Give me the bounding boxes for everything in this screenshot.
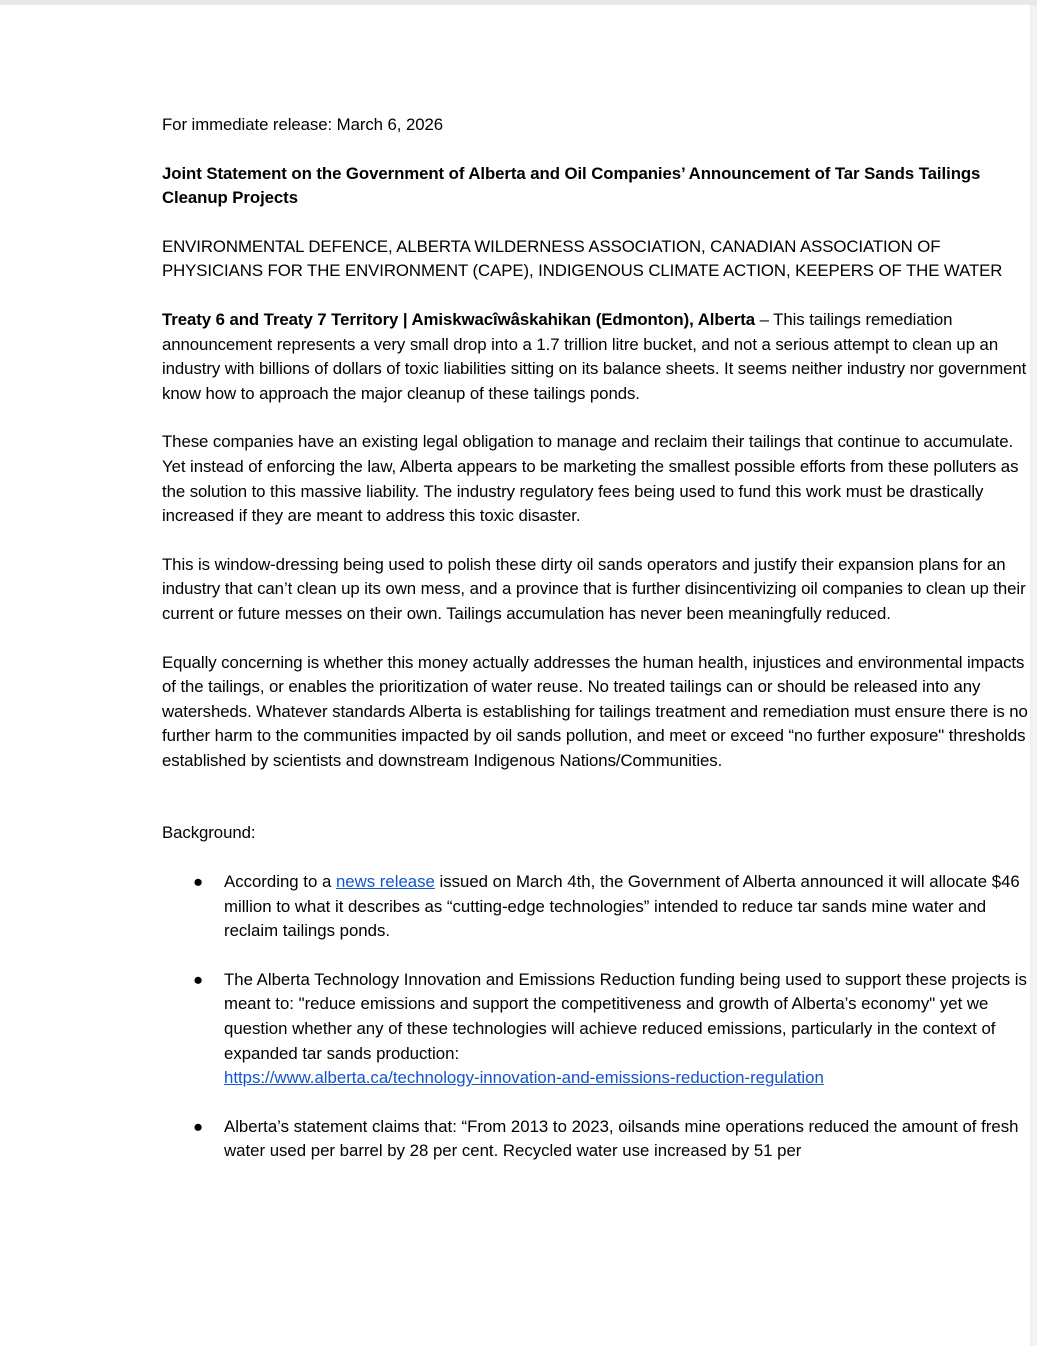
paragraph-4: Equally concerning is whether this money actually addresses the human health, injustices and environmental impacts of the tailings, or enables the prioritization of water reuse. No treated tailings can or should be released into any watersheds. Whatever standards Alberta is establishing for tailings treatment and remediation must ensure there is no further harm to the communities impacted by oil sands pollution, and meet or exceed “no further exposure" thresholds established by scientists and downstream Indigenous Nations/Communities. bbox=[162, 652, 1028, 770]
spacer bbox=[162, 284, 1037, 308]
spacer bbox=[162, 211, 1037, 235]
background-heading: Background: bbox=[162, 823, 256, 843]
alberta-regulation-url-link[interactable]: https://www.alberta.ca/technology-innovation-and-emissions-reduction-regulation bbox=[224, 1068, 824, 1088]
bullet-point-icon: ● bbox=[193, 969, 204, 989]
list-item bbox=[162, 1115, 1037, 1164]
lead-paragraph bbox=[162, 308, 1037, 406]
dateline: Treaty 6 and Treaty 7 Territory | Amiskwacîwâskahikan (Edmonton), Alberta bbox=[162, 309, 756, 329]
document-page bbox=[0, 5, 1030, 1346]
bullet-1-text-before-link: According to a bbox=[224, 872, 336, 892]
bullet-2-text: The Alberta Technology Innovation and Emissions Reduction funding being used to support these projects is meant to: "reduce emissions and support the competitiveness and growth of Alberta’s economy" yet we question whether any of these technologies will achieve reduced emissions, particularly in the context of expanded tar sands production: bbox=[224, 969, 1027, 1063]
lead-paragraph-text: – This tailings remediation announcement represents a very small drop into a 1.7 trillion litre bucket, and not a serious attempt to clean up an industry with billions of dollars of toxic liabilities sitting on its balance sheets. It seems neither industry nor government know how to approach the major cleanup of these tailings ponds. bbox=[162, 309, 1027, 403]
spacer bbox=[162, 627, 1037, 651]
spacer bbox=[162, 846, 1037, 870]
background-bullet-list bbox=[162, 870, 1037, 1164]
signatory-organizations: ENVIRONMENTAL DEFENCE, ALBERTA WILDERNESS ASSOCIATION, CANADIAN ASSOCIATION OF PHYSICIANS FOR THE ENVIRONMENT (CAPE), INDIGENOUS CLIMATE ACTION, KEEPERS OF THE WATER bbox=[162, 236, 1003, 281]
paragraph-3: This is window-dressing being used to polish these dirty oil sands operators and justify their expansion plans for an industry that can’t clean up its own mess, and a province that is further disincentivizing oil companies to clean up their current or future messes on their own. Tailings accumulation has never been meaningfully reduced. bbox=[162, 554, 1026, 623]
bullet-point-icon: ● bbox=[193, 872, 204, 892]
list-item bbox=[162, 968, 1037, 1091]
spacer bbox=[162, 773, 1037, 821]
bullet-1-text-after-link: issued on March 4th, the Government of Alberta announced it will allocate $46 million to what it describes as “cutting-edge technologies” intended to reduce tar sands mine water and reclaim tailings ponds. bbox=[224, 872, 1020, 941]
spacer bbox=[162, 529, 1037, 553]
document-content-column bbox=[81, 113, 1037, 1164]
bullet-point-icon: ● bbox=[193, 1116, 204, 1136]
bullet-3-text: Alberta’s statement claims that: “From 2013 to 2023, oilsands mine operations reduced the amount of fresh water used per barrel by 28 per cent. Recycled water use increased by 51 per bbox=[224, 1116, 1019, 1161]
spacer bbox=[162, 138, 1037, 162]
release-date-line: For immediate release: March 6, 2026 bbox=[162, 115, 444, 134]
list-item bbox=[162, 870, 1037, 944]
document-body bbox=[0, 5, 1030, 1164]
document-headline: Joint Statement on the Government of Alberta and Oil Companies’ Announcement of Tar Sands Tailings Cleanup Projects bbox=[162, 163, 981, 208]
paragraph-2: These companies have an existing legal obligation to manage and reclaim their tailings that continue to accumulate. Yet instead of enforcing the law, Alberta appears to be marketing the smallest possible efforts from these polluters as the solution to this massive liability. The industry regulatory fees being used to fund this work must be drastically increased if they are meant to address this toxic disaster. bbox=[162, 432, 1019, 526]
news-release-link[interactable]: news release bbox=[335, 872, 435, 892]
spacer bbox=[162, 406, 1037, 430]
